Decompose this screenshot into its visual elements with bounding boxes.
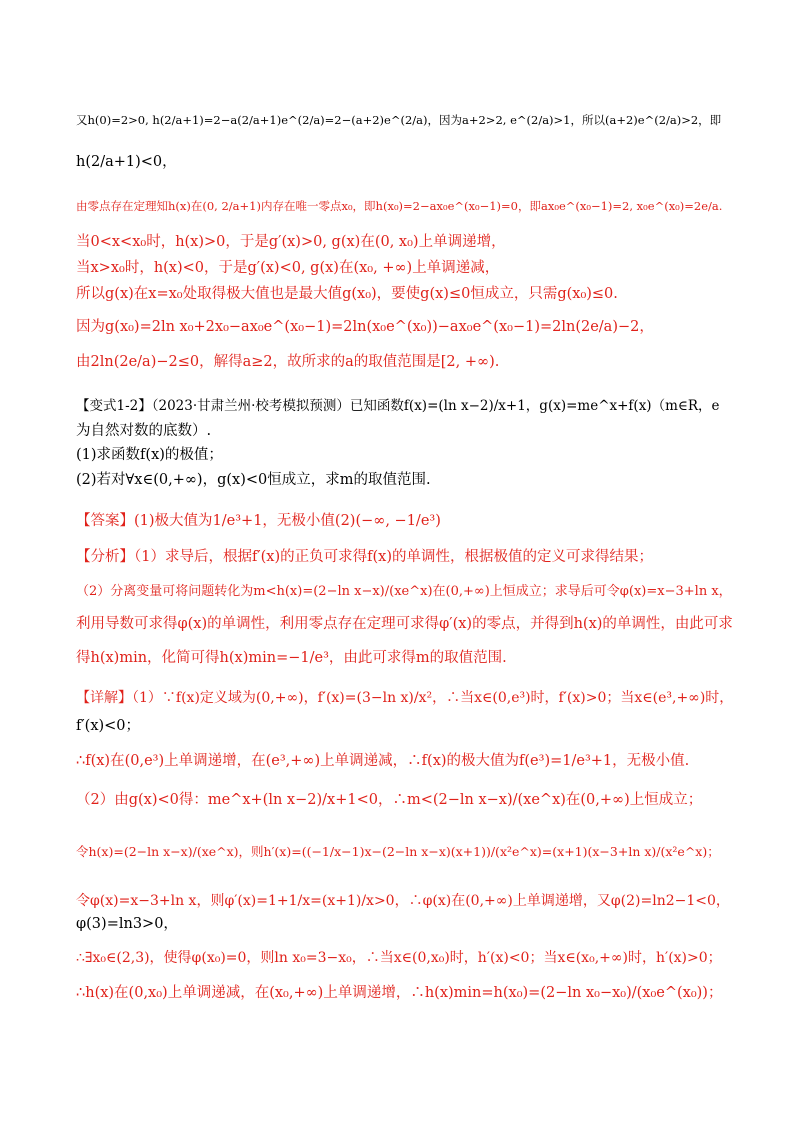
line-part2-start: （2）由g(x)<0得：me^x+(ln x−2)/x+1<0，∴m<(2−ln x−x)/(xe^x)在(0,+∞)上恒成立；: [76, 792, 703, 808]
line-question-1: (1)求函数f(x)的极值；: [76, 447, 223, 463]
line-h-negative: h(2/a+1)<0，: [76, 154, 177, 170]
line-answer: 【答案】(1)极大值为1/e³+1，无极小值(2)(−∞, −1/e³): [76, 513, 441, 529]
line-phi3: φ(3)=ln3>0，: [76, 916, 178, 932]
line-h-derivative: 令h(x)=(2−ln x−x)/(xe^x)，则h′(x)=((−1/x−1)x−(2−ln x−x)(x+1))/(x²e^x)=(x+1)(x−3+ln x)/(x²e^x)；: [76, 844, 720, 859]
line-detail-1: 【详解】（1）∵f(x)定义域为(0,+∞)，f′(x)=(3−ln x)/x²，∴当x∈(0,e³)时，f′(x)>0；当x∈(e³,+∞)时，: [76, 690, 734, 706]
line-phi-def: 令φ(x)=x−3+ln x，则φ′(x)=1+1/x=(x+1)/x>0，∴φ(x)在(0,+∞)上单调递增，又φ(2)=ln2−1<0，: [76, 893, 730, 909]
line-analysis-4: 得h(x)min，化简可得h(x)min=−1/e³，由此可求得m的取值范围.: [76, 650, 507, 666]
line-detail-2: f′(x)<0；: [76, 718, 141, 734]
line-increasing: 当0<x<x₀时，h(x)>0，于是g′(x)>0, g(x)在(0, x₀)上单调递增，: [76, 234, 506, 250]
line-analysis-1: 【分析】（1）求导后，根据f′(x)的正负可求得f(x)的单调性，根据极值的定义可求得结果；: [76, 549, 653, 565]
line-variant-cont: 为自然对数的底数）.: [76, 423, 212, 439]
line-g-x0: 因为g(x₀)=2ln x₀+2x₀−ax₀e^(x₀−1)=2ln(x₀e^(x₀))−ax₀e^(x₀−1)=2ln(2e/a)−2，: [76, 319, 654, 335]
line-maximum: 所以g(x)在x=x₀处取得极大值也是最大值g(x₀)，要使g(x)≤0恒成立，只需g(x₀)≤0.: [76, 286, 618, 302]
line-h-min: ∴h(x)在(0,x₀)上单调递减，在(x₀,+∞)上单调递增，∴h(x)min=h(x₀)=(2−ln x₀−x₀)/(x₀e^(x₀))；: [76, 985, 723, 1001]
line-monotonic-f: ∴f(x)在(0,e³)上单调递增，在(e³,+∞)上单调递减，∴f(x)的极大值为f(e³)=1/e³+1，无极小值.: [76, 753, 690, 769]
line-exists-x0: ∴∃x₀∈(2,3)，使得φ(x₀)=0，则ln x₀=3−x₀，∴当x∈(0,x₀)时，h′(x)<0；当x∈(x₀,+∞)时，h′(x)>0；: [76, 950, 722, 966]
line-zero-point: 由零点存在定理知h(x)在(0, 2/a+1)内存在唯一零点x₀，即h(x₀)=2−ax₀e^(x₀−1)=0，即ax₀e^(x₀−1)=2, x₀e^(x₀)=2e/a.: [76, 199, 723, 213]
line-h0-value: 又h(0)=2>0, h(2/a+1)=2−a(2/a+1)e^(2/a)=2−(a+2)e^(2/a)，因为a+2>2, e^(2/a)>1，所以(a+2)e^(2/a)>2，即: [76, 113, 722, 127]
line-analysis-2: （2）分离变量可将问题转化为m<h(x)=(2−ln x−x)/(xe^x)在(0,+∞)上恒成立；求导后可令φ(x)=x−3+ln x，: [76, 584, 732, 599]
line-variant-title: 【变式1-2】（2023·甘肃兰州·校考模拟预测）已知函数f(x)=(ln x−2)/x+1，g(x)=me^x+f(x)（m∈R，e: [76, 398, 720, 414]
line-question-2: (2)若对∀x∈(0,+∞)，g(x)<0恒成立，求m的取值范围.: [76, 472, 431, 488]
line-decreasing: 当x>x₀时，h(x)<0，于是g′(x)<0, g(x)在(x₀, +∞)上单调递减，: [76, 260, 500, 276]
line-a-range: 由2ln(2e/a)−2≤0，解得a≥2，故所求的a的取值范围是[2, +∞).: [76, 354, 500, 370]
line-analysis-3: 利用导数可求得φ(x)的单调性，利用零点存在定理可求得φ′(x)的零点，并得到h(x)的单调性，由此可求: [76, 616, 733, 632]
